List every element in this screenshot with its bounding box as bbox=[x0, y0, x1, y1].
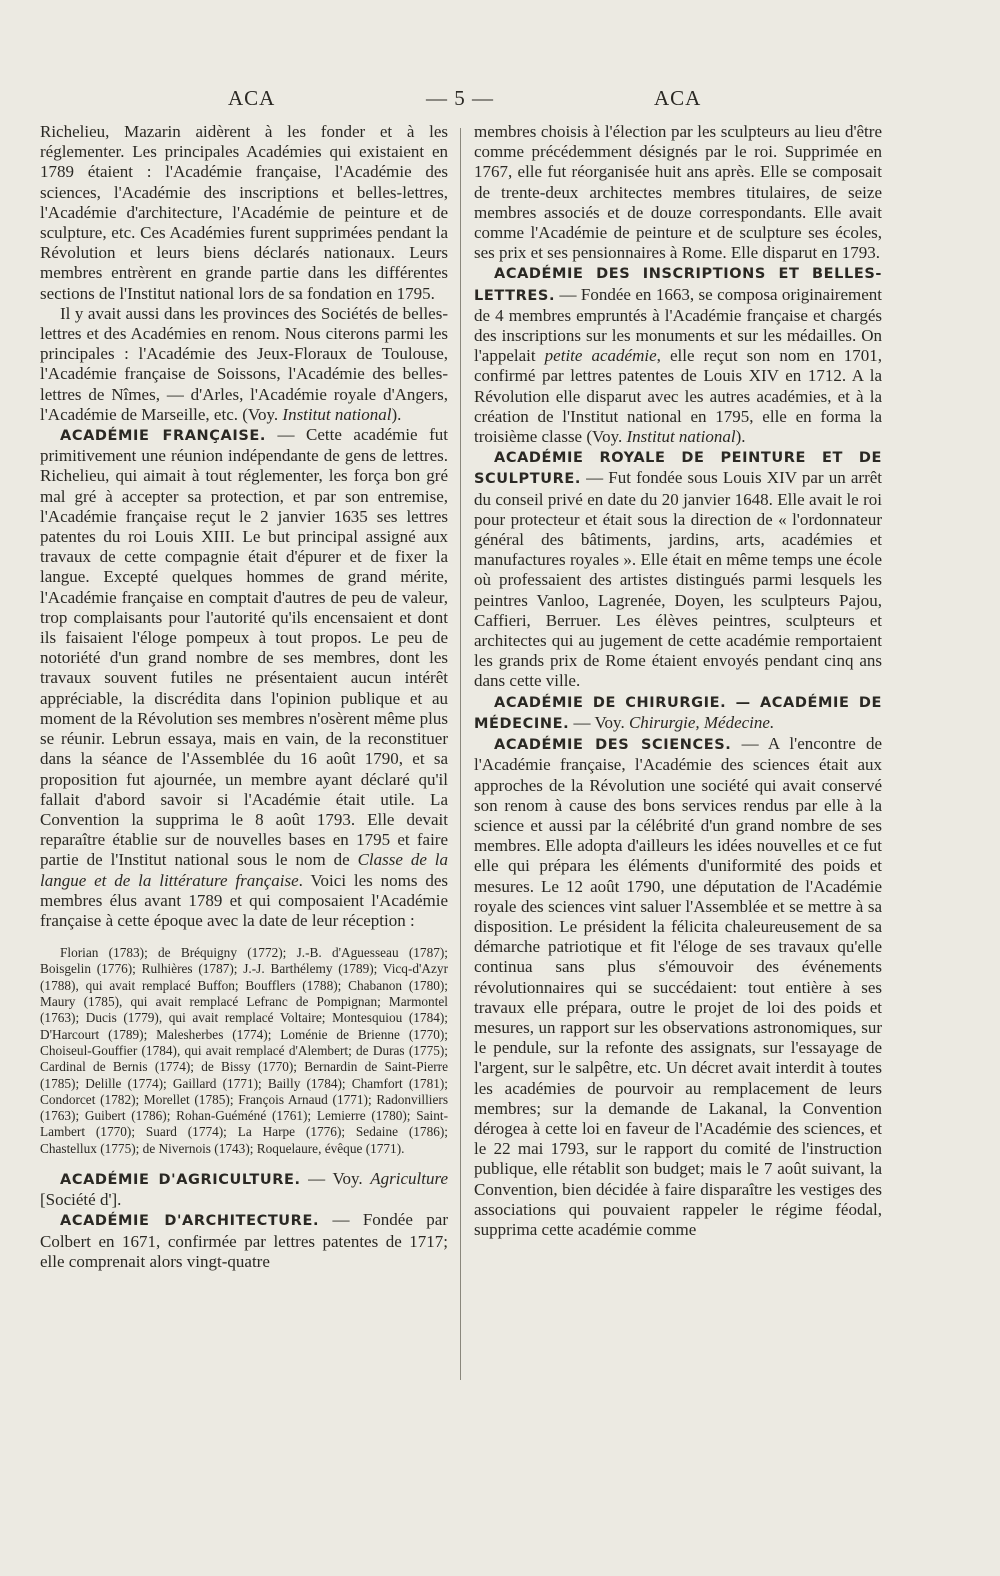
provinces-ref: Institut national bbox=[282, 404, 392, 424]
entry-ref: petite académie bbox=[544, 346, 657, 366]
entry-agriculture bbox=[40, 1169, 448, 1210]
entry-architecture bbox=[40, 1210, 448, 1272]
entry-end: . Voici les noms des membres élus avant 1789 et qui composaient l'Académie française à cette époque avec la date de leur réception : bbox=[40, 870, 448, 930]
provinces-paragraph bbox=[40, 304, 448, 425]
entry-heading: ACADÉMIE FRANÇAISE. bbox=[60, 428, 267, 445]
entry-academie-francaise bbox=[40, 425, 448, 931]
entry-inscriptions bbox=[474, 263, 882, 447]
entry-heading: ACADÉMIE DES SCIENCES. bbox=[494, 737, 732, 754]
entry-heading: ACADÉMIE DE CHIRURGIE. — ACADÉMIE DE MÉDECINE. bbox=[474, 694, 882, 732]
entry-text: — Voy. bbox=[573, 712, 625, 732]
entry-ref: Classe de la langue et de la littérature française bbox=[40, 850, 449, 890]
entry-text: — Voy. bbox=[308, 1168, 363, 1188]
entry-chirurgie bbox=[474, 692, 882, 734]
entry-sciences bbox=[474, 734, 882, 1240]
entry-end: [Société d']. bbox=[40, 1190, 122, 1210]
header-right-word: ACA bbox=[654, 86, 702, 110]
entry-text: — A l'encontre de l'Académie française, l'Académie des sciences était aux approches de la Révolution une société qui avait conservé son renom à cause des bons services rendus par elle à la science et aussi par la célébrité d'un grand nombre de ses membres. Elle adopta d'ailleurs les idées nouvelles et ce fut elle qui prépara les éléments d'uniformité des poids et mesures. Le 12 août 1790, une députation de l'Académie royale des sciences vint saluer l'Assemblée et se mettre à sa disposition. Le président la félicita chaleureusement de sa démarche patriotique et fit l'éloge de ses travaux qu'elle continua sans plus s'émouvoir des événements révolutionnaires qui se succédaient: tout entière à ses travaux elle prépara, outre le projet de loi des poids et mesures, un rapport sur les observations astronomiques, sur le pendule, sur la refonte des assignats, sur l'essayage de l'argent, sur le salpêtre, etc. Un décret avait interdit à toutes les académies de pourvoir au remplacement de leurs membres; sur la demande de Lakanal, la Convention dérogea à cette loi en faveur de l'Académie des sciences, et le 22 mai 1793, sur le rapport du comité de l'instruction publique, elle rétablit son budget; mais le 7 août suivant, la Convention, bien décidée à faire disparaître les vestiges des associations qui pouvaient rappeler le régime féodal, supprima cette académie comme bbox=[474, 734, 882, 1239]
right-column bbox=[474, 122, 882, 1240]
entry-heading: ACADÉMIE D'ARCHITECTURE. bbox=[60, 1213, 320, 1230]
architecture-continued: membres choisis à l'élection par les sculpteurs au lieu d'être comme précédemment désignés par le roi. Supprimée en 1767, elle fut réorganisée huit ans après. Elle se composait de trente-deux architectes membres titulaires, de seize membres associés et de douze correspondants. Elle avait comme l'Académie de peinture et de sculpture ses écoles, ses prix et ses pensionnaires à Rome. Elle disparut en 1793. bbox=[474, 122, 882, 263]
left-column bbox=[40, 122, 448, 1272]
header-left-word: ACA bbox=[228, 86, 276, 110]
entry-ref-2: Institut national bbox=[626, 427, 736, 447]
entry-text: — Cette académie fut primitivement une réunion indépendante de gens de lettres. Richelieu, qui aimait à tout réglementer, les força bon gré mal gré à accepter sa protection, et par son entremise, l'Académie française reçut le 2 janvier 1635 ses lettres patentes du roi Louis XIII. Le but principal assigné aux travaux de cette compagnie était d'épurer et de fixer la langue. Excepté quelques hommes de grand mérite, l'Académie française en comptait d'autres de peu de valeur, trop complaisants pour l'autorité qu'ils encensaient et dont ils faisaient l'éloge pompeux à tout propos. Le peu de notoriété d'un grand nombre de ses membres, dont les travaux souvent futiles ne présentaient aucun intérêt appréciable, la discrédita dans l'opinion publique et au moment de la Révolution ses membres n'osèrent même plus se réunir. Lebrun essaya, mais en vain, de la reconstituer dans la séance de l'Assemblée du 16 août 1790, et sa proposition fut ajournée, un membre ayant déclaré qu'il fallait d'abord savoir si l'Académie était utile. La Convention la supprima le 8 août 1793. Elle devait reparaître établie sur de nouvelles bases en 1795 et faire partie de l'Institut national sous le nom de bbox=[40, 425, 449, 870]
entry-text-2: , elle reçut son nom en 1701, confirmé par lettres patentes de Louis XIV en 1712. A la Révolution elle disparut avec les autres académies, et à la création de l'Institut national en 1795, elle en forma la troisième classe (Voy. bbox=[474, 346, 882, 447]
entry-ref: Agriculture bbox=[370, 1168, 448, 1188]
intro-paragraph: Richelieu, Mazarin aidèrent à les fonder et à les réglementer. Les principales Académies qui existaient en 1789 étaient : l'Académie française, l'Académie des sciences, l'Académie des inscriptions et belles-lettres, l'Académie d'architecture, l'Académie de peinture et de sculpture, etc. Ces Académies furent supprimées pendant la Révolution et leurs biens déclarés nationaux. Leurs membres entrèrent en grande partie dans les différentes sections de l'Institut national lors de sa fondation en 1795. bbox=[40, 122, 448, 303]
column-divider bbox=[460, 128, 461, 1380]
page-number: — 5 — bbox=[426, 86, 494, 110]
running-header bbox=[0, 86, 1000, 116]
entry-end: ). bbox=[735, 427, 746, 447]
entry-text: — Fondée par Colbert en 1671, confirmée par lettres patentes de 1717; elle comprenait alors vingt-quatre bbox=[40, 1210, 448, 1271]
entry-text: — Fondée en 1663, se composa originairement de 4 membres empruntés à l'Académie française et chargés des inscriptions sur les monuments et sur les médailles. On l'appelait bbox=[474, 284, 882, 366]
entry-ref: Chirurgie, Médecine. bbox=[628, 712, 775, 732]
provinces-text: Il y avait aussi dans les provinces des Sociétés de belles-lettres et des Académies en renom. Nous citerons parmi les principales : l'Académie des Jeux-Floraux de Toulouse, l'Académie française de Soissons, l'Académie des belles-lettres de Nîmes, — d'Arles, l'Académie royale d'Angers, l'Académie de Marseille, etc. (Voy. bbox=[40, 303, 448, 424]
provinces-end: ). bbox=[391, 404, 402, 424]
entry-peinture bbox=[474, 447, 882, 691]
entry-heading: ACADÉMIE DES INSCRIPTIONS ET BELLES-LETTRES. bbox=[474, 266, 882, 304]
entry-text: — Fut fondée sous Louis XIV par un arrêt du conseil privé en date du 20 janvier 1648. Elle avait le roi pour protecteur et était sous la direction de « l'ordonnateur général des bâtiments, jardins, arts, académies et manufactures royales ». Elle était en même temps une école où professaient des artistes distingués parmi lesquels les peintres Vanloo, Lagrenée, Doyen, les sculpteurs Pajou, Caffieri, Berruer. Les élèves peintres, sculpteurs et architectes qui au jugement de cette académie remportaient les grands prix de Rome étaient envoyés pendant cinq ans dans cette ville. bbox=[474, 468, 882, 691]
members-list: Florian (1783); de Bréquigny (1772); J.-B. d'Aguesseau (1787); Boisgelin (1776); Rulhières (1787); J.-J. Barthélemy (1789); Vicq-d'Azyr (1788), qui avait remplacé Buffon; Boufflers (1788); Chabanon (1780); Maury (1785), qui avait remplacé Lefranc de Pompignan; Marmontel (1763); Ducis (1779), qui avait remplacé Voltaire; Montesquiou (1784); D'Harcourt (1789); Malesherbes (1774); Loménie de Brienne (1770); Choiseul-Gouffier (1784), qui avait remplacé d'Alembert; de Duras (1775); Cardinal de Bernis (1774); de Bissy (1770); Bernardin de Saint-Pierre (1785); Delille (1774); Gaillard (1771); Bailly (1784); Chamfort (1781); Condorcet (1782); Morellet (1785); François Arnaud (1771); Radonvilliers (1763); Guibert (1786); Rohan-Guéméné (1761); Lemierre (1780); Saint-Lambert (1770); Suard (1774); La Harpe (1776); Sedaine (1786); Chastellux (1775); de Nivernois (1743); Roquelaure, évêque (1771). bbox=[40, 945, 448, 1156]
entry-heading: ACADÉMIE ROYALE DE PEINTURE ET DE SCULPTURE. bbox=[474, 450, 882, 488]
entry-heading: ACADÉMIE D'AGRICULTURE. bbox=[60, 1171, 301, 1188]
